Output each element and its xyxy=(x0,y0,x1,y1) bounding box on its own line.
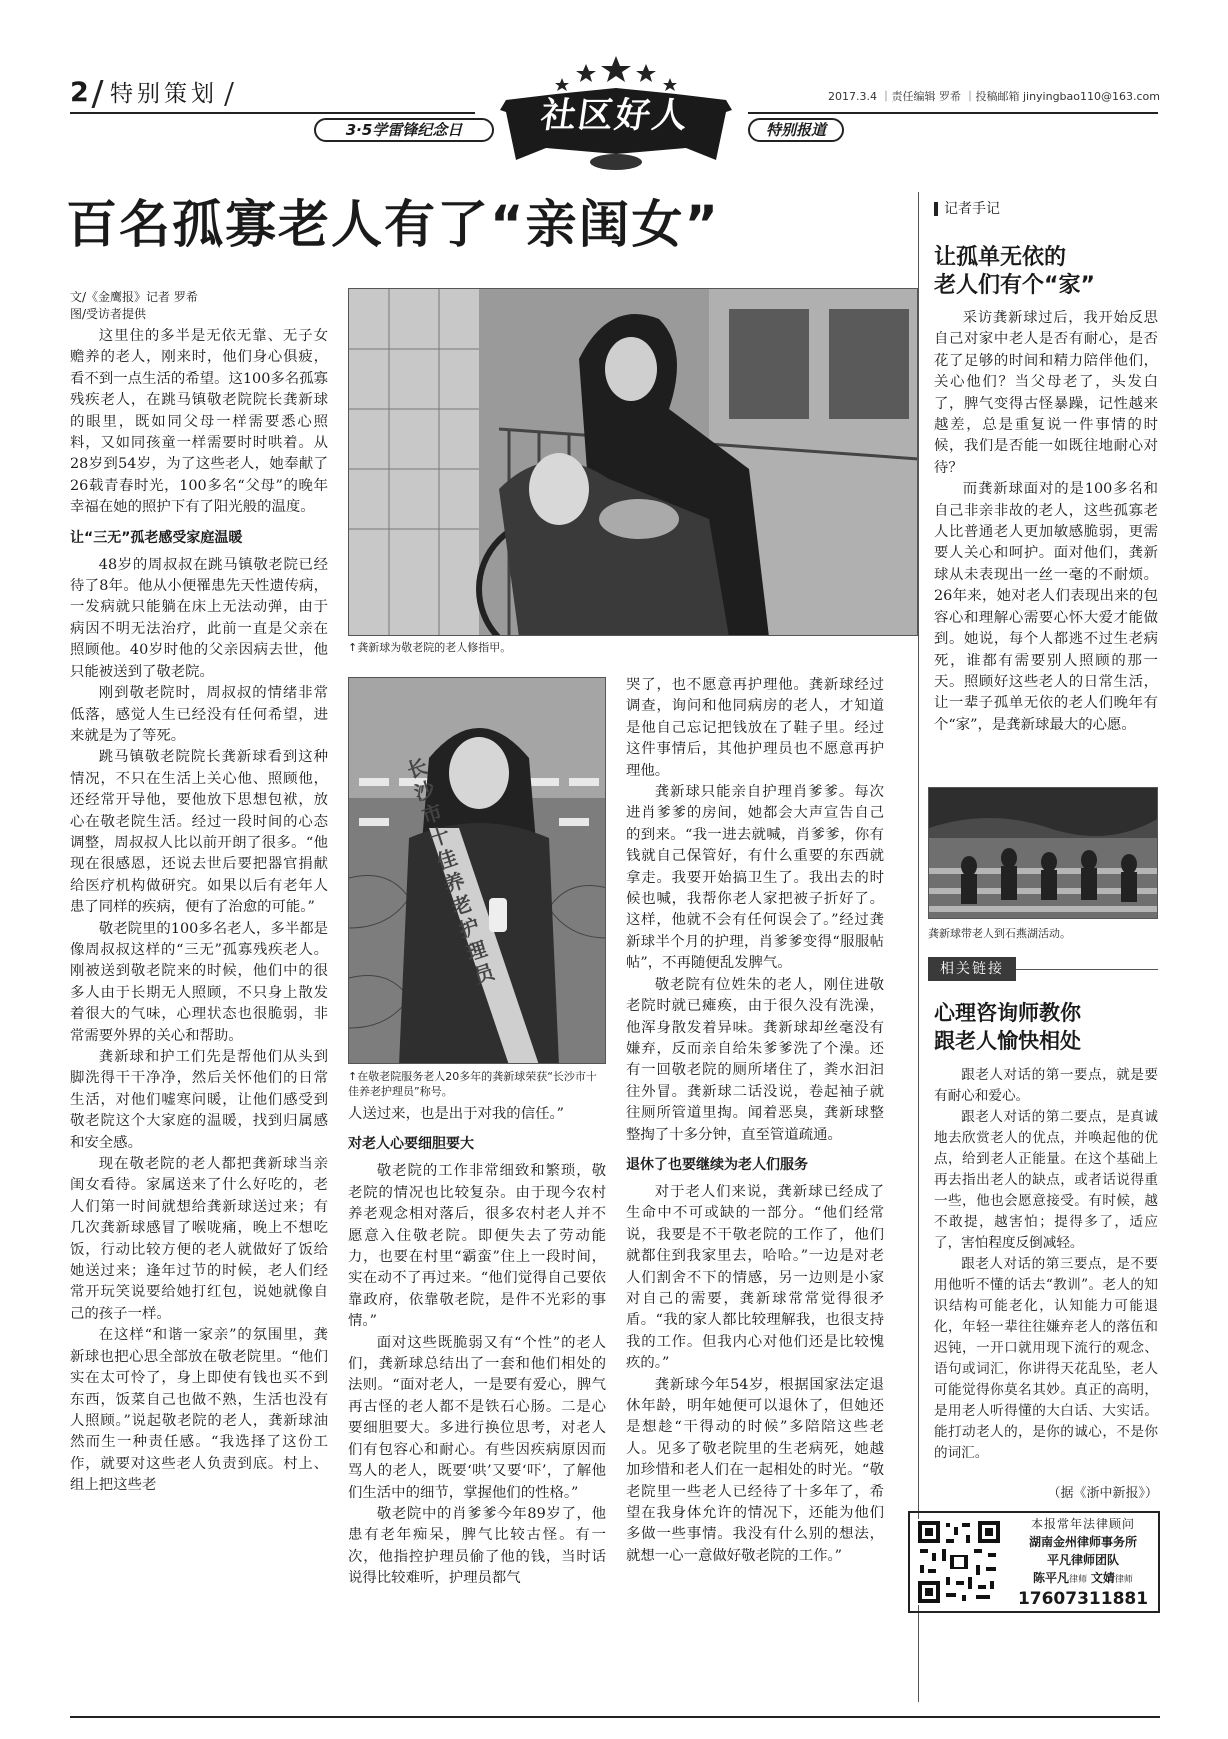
paragraph: 跟老人对话的第二要点，是真诚地去欣赏老人的优点，并唤起他的优点，给到老人正能量。在这个基础上再去指出老人的缺点，或者话说得重一些，他也会愿意接受。有时候，越不敢提，越害怕；提得多了，适应了，害怕程度反倒减轻。 xyxy=(934,1109,1158,1251)
headline: 百名孤寡老人有了“亲闺女” xyxy=(66,196,721,255)
sidebar-kicker: 记者手记 xyxy=(944,201,1000,217)
byline-text: 文/《金鹰报》记者 罗希 xyxy=(70,290,198,304)
subheading: 退休了也要继续为老人们服务 xyxy=(626,1156,808,1173)
paragraph: 对于老人们来说，龚新球已经成了生命中不可或缺的一部分。“他们经常说，我要是不干敬老院的工作了，他们就都住到我家里去，哈哈。”一边是对老人们割舍不下的情感，另一边则是小家对自己的需要，龚新球常常觉得很矛盾。“我的家人都比较理解我，也很支持我的工作。但我内心对他们还是比较愧疚的。” xyxy=(626,1183,884,1372)
footer-rule xyxy=(70,1716,1160,1718)
photo-nail-trimming xyxy=(348,288,918,636)
article-column-2 xyxy=(348,1104,606,1704)
lawyer-1-role: 律师 xyxy=(1069,1575,1088,1585)
paragraph: 而龚新球面对的是100多名和自己非亲非故的老人，这些孤寡老人比普通老人更加敏感脆弱，更需要人关心和呵护。面对他们，龚新球从未表现出一丝一毫的不耐烦。26年来，她对老人们表现出来的包容心和理解心需要心怀大爱才能做到。她说，每个人都逃不过生老病死，谁都有需要别人照顾的那一天。照顾好这些老人的日常生活，让一辈子孤单无依的老人们晚年有个“家”，是龚新球最大的心愿。 xyxy=(934,481,1158,733)
sidebar-title-line-2: 老人们有个“家” xyxy=(934,273,1095,298)
ad-line-3: 平凡律师团队 xyxy=(1046,1553,1119,1567)
photo-shiyan-lake-outing-graphic xyxy=(929,788,1158,919)
paragraph: 刚到敬老院时，周叔叔的情绪非常低落，感觉人生已经没有任何希望，进来就是为了等死。 xyxy=(70,685,328,744)
right-badge: 特别报道 xyxy=(748,118,844,142)
award-sash-text: 长沙市十佳养老护理员 xyxy=(404,753,498,989)
sidebar-divider xyxy=(918,192,919,1702)
paragraph: 跟老人对话的第一要点，就是要有耐心和爱心。 xyxy=(934,1067,1158,1104)
paragraph: 现在敬老院的老人都把龚新球当亲闺女看待。家属送来了什么好吃的，老人们第一时间就想给龚新球送过来；有几次龚新球感冒了喉咙痛，晚上不想吃饭，行动比较方便的老人就做好了饭给她送过来；逢年过节的时候，老人们经常开玩笑说要给她打红包，说她就像自己的孩子一样。 xyxy=(70,1156,328,1322)
page-number: 2 xyxy=(70,77,89,108)
paragraph: 跳马镇敬老院院长龚新球看到这种情况，不只在生活上关心他、照顾他，还经常开导他，要他放下思想包袱，放心在敬老院生活。经过一段时间的心态调整，周叔叔人比以前开朗了很多。“他现在很感恩，还说去世后要把器官捐献给医疗机构做研究。如果以后有老年人患了同样的疾病，便有了治愈的可能。” xyxy=(70,749,328,916)
photo-nail-trimming-graphic xyxy=(349,289,918,636)
paragraph: 在这样“和谐一家亲”的氛围里，龚新球也把心思全部放在敬老院里。“他们实在太可怜了，身上即使有钱也买不到东西，饭菜自己也做不熟，生活也没有人照顾。”说起敬老院的老人，龚新球油然而生一种责任感。“我选择了这份工作，就要对这些老人负责到底。村上、组上把这些老 xyxy=(70,1327,328,1494)
ad-phone: 17607311881 xyxy=(1017,1589,1149,1609)
byline-photo: 图/受访者提供 xyxy=(70,307,147,321)
paragraph: 跟老人对话的第三要点，是不要用他听不懂的话去“教训”。老人的知识结构可能老化，认知能力可能退化，年轻一辈往往嫌弃老人的落伍和迟钝，一开口就用现下流行的观念、语句或词汇，你讲得天花乱坠，老人可能觉得你莫名其妙。真正的高明，是用老人听得懂的大白话、大实话。能打动老人的，是你的诚心，不是你的词汇。 xyxy=(934,1256,1158,1461)
article-column-3 xyxy=(626,675,884,1705)
header-rule-right xyxy=(748,112,1158,114)
star-icon xyxy=(555,56,677,91)
sidebar-body xyxy=(934,308,1158,780)
header-slash-2 xyxy=(224,82,234,106)
left-badge: 3·5学雷锋纪念日 xyxy=(314,118,494,142)
link-source: （据《浙中新报》） xyxy=(1047,1486,1158,1501)
paragraph: 龚新球和护工们先是帮他们从头到脚洗得干干净净，然后关怀他们的日常生活，对他们嘘寒问暖，让他们感受到敬老院这个大家庭的温暖，找到归属感和安全感。 xyxy=(70,1049,328,1151)
paragraph: 敬老院中的肖爹爹今年89岁了，他患有老年痴呆，脾气比较古怪。有一次，他指控护理员偷了他的钱，当时话说得比较难听，护理员都气 xyxy=(348,1505,606,1587)
paragraph: 敬老院有位姓朱的老人，刚住进敬老院时就已瘫痪，由于很久没有洗澡，他浑身散发着异味。龚新球却丝毫没有嫌弃，反而亲自给朱爹爹洗了个澡。还有一回敬老院的厕所堵住了，粪水汩汩往外冒。龚新球二话没说，卷起袖子就往厕所管道里掏。闻着恶臭，龚新球整整掏了十多分钟，直至管道疏通。 xyxy=(626,976,884,1143)
link-title-line-1: 心理咨询师教你 xyxy=(934,1001,1081,1025)
photo-1-caption: ↑龚新球为敬老院的老人修指甲。 xyxy=(348,641,512,654)
related-link-rule xyxy=(1016,969,1158,970)
paragraph: 采访龚新球过后，我开始反思自己对家中老人是否有耐心，是否花了足够的时间和精力陪伴他们，关心他们？当父母老了，头发白了，脾气变得古怪暴躁，记性越来越差，总是重复说一件事情的时候，我们是否能一如既往地耐心对待？ xyxy=(934,310,1158,476)
header-rule-left xyxy=(70,112,475,114)
paragraph: 48岁的周叔叔在跳马镇敬老院已经待了8年。他从小便罹患先天性遗传病，一发病就只能躺在床上无法动弹，由于病因不明无法治疗，此前一直是父亲在照顾他。40岁时他的父亲因病去世，他只能被送到了敬老院。 xyxy=(70,556,328,680)
subheading: 让“三无”孤老感受家庭温暖 xyxy=(70,529,243,546)
subheading: 对老人心要细胆要大 xyxy=(348,1136,474,1153)
sidebar-title-line-1: 让孤单无依的 xyxy=(934,245,1067,270)
qr-code-graphic xyxy=(916,1519,1002,1605)
lawyer-2-name: 文婧 xyxy=(1090,1571,1115,1585)
photo-shiyan-lake-outing xyxy=(928,787,1158,919)
ad-line-1: 本报常年法律顾问 xyxy=(1030,1517,1135,1531)
paragraph: 人送过来，也是出于对我的信任。” xyxy=(348,1106,565,1122)
sidebar-kicker-mark xyxy=(934,202,938,216)
paragraph: 哭了，也不愿意再护理他。龚新球经过调查，询问和他同病房的老人，才知道是他自己忘记把钱放在了鞋子里。经过这件事情后，其他护理员也不愿意再护理他。 xyxy=(626,677,884,779)
sidebar-photo-caption: 龚新球带老人到石燕湖活动。 xyxy=(928,927,1071,940)
paragraph: 这里住的多半是无依无靠、无子女赡养的老人，刚来时，他们身心俱疲，看不到一点生活的希望。这100多名孤寡残疾老人，在跳马镇敬老院院长龚新球的眼里，既如同父母一样需要悉心照料，又如同孩童一样需要时时哄着。从28岁到54岁，为了这些老人，她奉献了26载青春时光，100多名“父母”的晚年幸福在她的照护下有了阳光般的温度。 xyxy=(70,328,328,516)
paragraph: 龚新球只能亲自护理肖爹爹。每次进肖爹爹的房间，她都会大声宣告自己的到来。“我一进去就喊，肖爹爹，你有钱就自己保管好，有什么重要的东西就拿走。我要开始搞卫生了。我出去的时候也喊，我帮你老人家把被子折好了。这样，他就不会有任何误会了。”经过龚新球半个月的护理，肖爹爹变得“服服帖帖”，不再随便乱发脾气。 xyxy=(626,784,884,972)
ad-line-2: 湖南金州律师事务所 xyxy=(1028,1535,1137,1549)
ad-box xyxy=(908,1511,1160,1613)
ad-lawyers xyxy=(1010,1570,1156,1589)
photo-award-portrait-graphic xyxy=(349,678,606,1064)
paragraph: 龚新球今年54岁，根据国家法定退休年龄，明年她便可以退休了，但她还是想趁“干得动的时候”多陪陪这些老人。见多了敬老院里的生老病死，她越加珍惜和老人们在一起相处的时光。“敬老院里一些老人已经待了十多年了，希望在我身体允许的情况下，还能为他们多做一些事情。我没有什么别的想法，就想一心一意做好敬老院的工作。” xyxy=(626,1376,884,1564)
photo-award-portrait xyxy=(348,677,606,1064)
qr-code-icon xyxy=(916,1519,1002,1605)
paragraph: 敬老院的工作非常细致和繁琐，敬老院的情况也比较复杂。由于现今农村养老观念相对落后，很多农村老人并不愿意入住敬老院。即便失去了劳动能力，也要在村里“霸蛮”住上一段时间，实在动不了再过来。“他们觉得自己要依靠政府，依靠敬老院，是件不光彩的事情。” xyxy=(348,1163,606,1330)
paragraph: 面对这些既脆弱又有“个性”的老人们，龚新球总结出了一套和他们相处的法则。“面对老人，一是要有爱心，脾气再古怪的老人都不是铁石心肠。二是心要细胆要大。多进行换位思考，对老人们有包容心和耐心。有些因疾病原因而骂人的老人，既要‘哄’又要‘吓’，了解他们生活中的细节，掌握他们的性格。” xyxy=(348,1334,606,1501)
article-column-1 xyxy=(70,326,328,1706)
link-title-line-2: 跟老人愉快相处 xyxy=(934,1029,1081,1053)
section-title: 特别策划 xyxy=(110,81,218,107)
link-body xyxy=(934,1065,1158,1501)
logo-text: 社区好人 xyxy=(538,96,692,136)
lawyer-2-role: 律师 xyxy=(1114,1575,1133,1585)
paragraph: 敬老院里的100多名老人，多半都是像周叔叔这样的“三无”孤寡残疾老人。刚被送到敬老院来的时候，他们中的很多人由于长期无人照顾，不只身上散发着很大的气味，心理状态也很脆弱，非常需要外界的关心和帮助。 xyxy=(70,920,328,1044)
lawyer-1-name: 陈平凡 xyxy=(1033,1571,1070,1585)
header-meta: 2017.3.4 ｜责任编辑 罗希 ｜投稿邮箱 jinyingbao110@163.com xyxy=(827,90,1160,103)
related-link-label: 相关链接 xyxy=(928,957,1016,981)
header-slash xyxy=(91,80,103,108)
photo-2-caption: ↑在敬老院服务老人20多年的龚新球荣获“长沙市十佳养老护理员”称号。 xyxy=(348,1070,597,1098)
